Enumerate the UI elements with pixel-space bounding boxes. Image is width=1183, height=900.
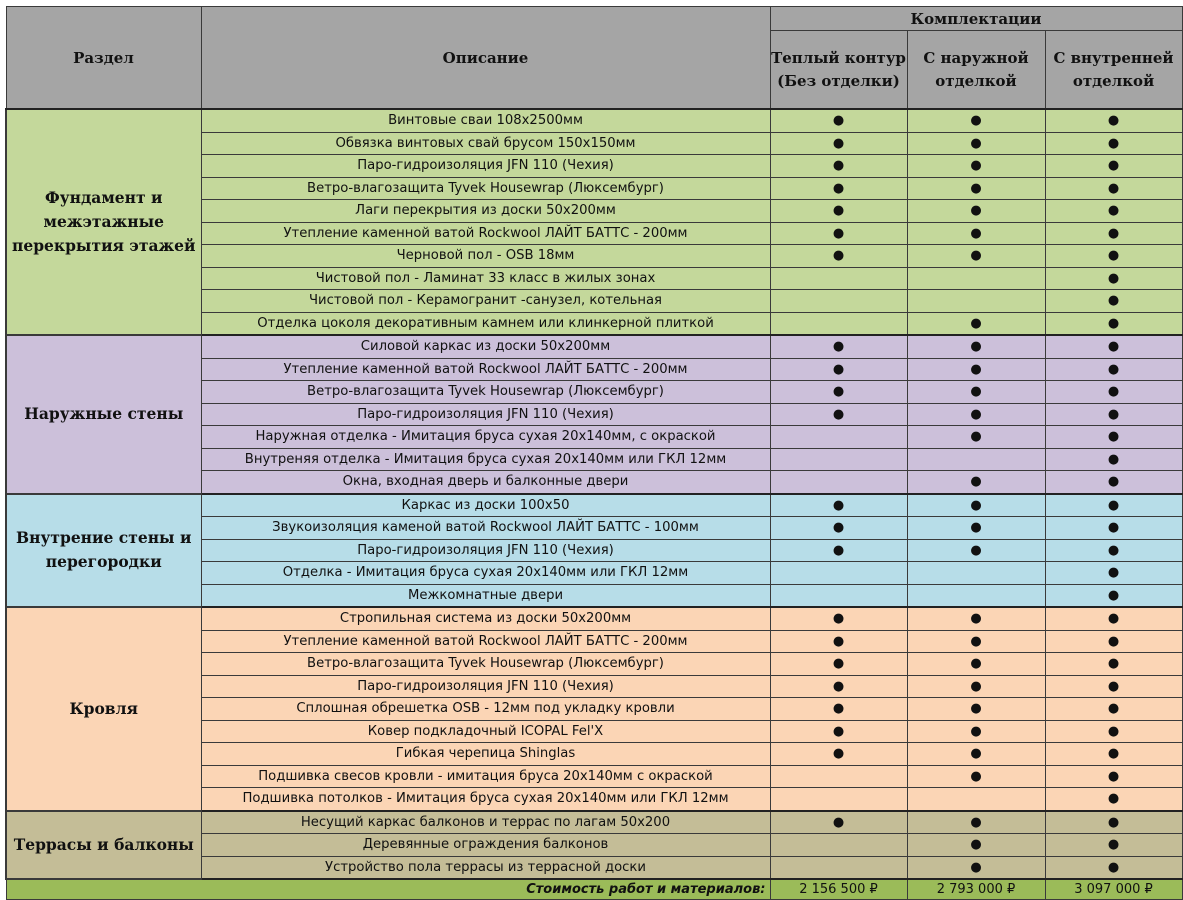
section-name: Внутрение стены и перегородки <box>6 494 201 608</box>
item-description: Утепление каменной ватой Rockwool ЛАЙТ БАТТС - 200мм <box>201 222 770 245</box>
included-mark-interior-finish: ● <box>1045 177 1182 200</box>
header-package-interior-finish: С внутренней отделкой <box>1045 31 1182 110</box>
included-mark-exterior-finish: ● <box>907 358 1045 381</box>
item-description: Силовой каркас из доски 50х200мм <box>201 335 770 358</box>
item-description: Обвязка винтовых свай брусом 150х150мм <box>201 132 770 155</box>
included-mark-exterior-finish: ● <box>907 335 1045 358</box>
section-name: Фундамент и межэтажные перекрытия этажей <box>6 109 201 335</box>
header-section: Раздел <box>6 7 201 110</box>
included-mark-interior-finish: ● <box>1045 834 1182 857</box>
included-mark-exterior-finish: ● <box>907 698 1045 721</box>
item-description: Отделка цоколя декоративным камнем или клинкерной плиткой <box>201 312 770 335</box>
item-description: Гибкая черепица Shinglas <box>201 743 770 766</box>
included-mark-warm-shell: ● <box>770 177 907 200</box>
included-mark-warm-shell: ● <box>770 743 907 766</box>
included-mark-interior-finish: ● <box>1045 132 1182 155</box>
item-description: Ветро-влагозащита Tyvek Housewrap (Люксембург) <box>201 381 770 404</box>
included-mark-warm-shell: ● <box>770 720 907 743</box>
included-mark-interior-finish: ● <box>1045 222 1182 245</box>
item-description: Сплошная обрешетка OSB - 12мм под укладку кровли <box>201 698 770 721</box>
included-mark-interior-finish: ● <box>1045 494 1182 517</box>
included-mark-exterior-finish: ● <box>907 675 1045 698</box>
included-mark-interior-finish: ● <box>1045 811 1182 834</box>
table-row <box>6 494 1182 517</box>
header-package-warm-shell: Теплый контур (Без отделки) <box>770 31 907 110</box>
included-mark-warm-shell <box>770 765 907 788</box>
included-mark-exterior-finish: ● <box>907 177 1045 200</box>
table-row <box>6 109 1182 132</box>
item-description: Подшивка потолков - Имитация бруса сухая 20х140мм или ГКЛ 12мм <box>201 788 770 811</box>
included-mark-warm-shell: ● <box>770 494 907 517</box>
included-mark-interior-finish: ● <box>1045 584 1182 607</box>
included-mark-warm-shell: ● <box>770 245 907 268</box>
included-mark-exterior-finish: ● <box>907 539 1045 562</box>
included-mark-exterior-finish: ● <box>907 720 1045 743</box>
included-mark-interior-finish: ● <box>1045 788 1182 811</box>
included-mark-warm-shell: ● <box>770 698 907 721</box>
included-mark-exterior-finish: ● <box>907 312 1045 335</box>
item-description: Утепление каменной ватой Rockwool ЛАЙТ БАТТС - 200мм <box>201 630 770 653</box>
included-mark-exterior-finish: ● <box>907 834 1045 857</box>
included-mark-interior-finish: ● <box>1045 358 1182 381</box>
included-mark-exterior-finish: ● <box>907 200 1045 223</box>
included-mark-interior-finish: ● <box>1045 335 1182 358</box>
included-mark-exterior-finish: ● <box>907 471 1045 494</box>
item-description: Устройство пола террасы из террасной доски <box>201 856 770 879</box>
included-mark-exterior-finish <box>907 448 1045 471</box>
item-description: Несущий каркас балконов и террас по лагам 50х200 <box>201 811 770 834</box>
included-mark-interior-finish: ● <box>1045 856 1182 879</box>
item-description: Звукоизоляция каменой ватой Rockwool ЛАЙТ БАТТС - 100мм <box>201 517 770 540</box>
included-mark-warm-shell: ● <box>770 381 907 404</box>
included-mark-warm-shell: ● <box>770 517 907 540</box>
included-mark-exterior-finish <box>907 290 1045 313</box>
item-description: Паро-гидроизоляция JFN 110 (Чехия) <box>201 539 770 562</box>
total-price-interior-finish: 3 097 000 ₽ <box>1045 879 1182 900</box>
included-mark-interior-finish: ● <box>1045 653 1182 676</box>
header-description: Описание <box>201 7 770 110</box>
included-mark-exterior-finish <box>907 267 1045 290</box>
included-mark-interior-finish: ● <box>1045 539 1182 562</box>
included-mark-interior-finish: ● <box>1045 675 1182 698</box>
included-mark-interior-finish: ● <box>1045 471 1182 494</box>
included-mark-warm-shell: ● <box>770 222 907 245</box>
included-mark-warm-shell <box>770 471 907 494</box>
total-label: Стоимость работ и материалов: <box>6 879 770 900</box>
table-row <box>6 811 1182 834</box>
included-mark-interior-finish: ● <box>1045 426 1182 449</box>
item-description: Винтовые сваи 108х2500мм <box>201 109 770 132</box>
included-mark-warm-shell: ● <box>770 200 907 223</box>
included-mark-exterior-finish <box>907 788 1045 811</box>
included-mark-warm-shell: ● <box>770 607 907 630</box>
included-mark-warm-shell: ● <box>770 811 907 834</box>
included-mark-exterior-finish: ● <box>907 743 1045 766</box>
included-mark-interior-finish: ● <box>1045 403 1182 426</box>
included-mark-interior-finish: ● <box>1045 245 1182 268</box>
included-mark-interior-finish: ● <box>1045 109 1182 132</box>
item-description: Межкомнатные двери <box>201 584 770 607</box>
included-mark-warm-shell: ● <box>770 630 907 653</box>
item-description: Черновой пол - OSB 18мм <box>201 245 770 268</box>
item-description: Деревянные ограждения балконов <box>201 834 770 857</box>
included-mark-interior-finish: ● <box>1045 743 1182 766</box>
included-mark-warm-shell <box>770 267 907 290</box>
comparison-table-container <box>5 6 1181 898</box>
included-mark-interior-finish: ● <box>1045 630 1182 653</box>
included-mark-interior-finish: ● <box>1045 562 1182 585</box>
included-mark-warm-shell <box>770 426 907 449</box>
section-name: Террасы и балконы <box>6 811 201 880</box>
included-mark-exterior-finish: ● <box>907 426 1045 449</box>
included-mark-exterior-finish: ● <box>907 653 1045 676</box>
item-description: Окна, входная дверь и балконные двери <box>201 471 770 494</box>
included-mark-warm-shell <box>770 834 907 857</box>
total-price-exterior-finish: 2 793 000 ₽ <box>907 879 1045 900</box>
included-mark-warm-shell <box>770 788 907 811</box>
included-mark-interior-finish: ● <box>1045 200 1182 223</box>
included-mark-exterior-finish: ● <box>907 155 1045 178</box>
included-mark-warm-shell <box>770 562 907 585</box>
included-mark-exterior-finish: ● <box>907 607 1045 630</box>
item-description: Паро-гидроизоляция JFN 110 (Чехия) <box>201 675 770 698</box>
included-mark-exterior-finish: ● <box>907 132 1045 155</box>
item-description: Отделка - Имитация бруса сухая 20х140мм или ГКЛ 12мм <box>201 562 770 585</box>
total-price-warm-shell: 2 156 500 ₽ <box>770 879 907 900</box>
included-mark-interior-finish: ● <box>1045 765 1182 788</box>
included-mark-interior-finish: ● <box>1045 155 1182 178</box>
included-mark-exterior-finish: ● <box>907 765 1045 788</box>
included-mark-warm-shell <box>770 584 907 607</box>
item-description: Паро-гидроизоляция JFN 110 (Чехия) <box>201 403 770 426</box>
included-mark-interior-finish: ● <box>1045 381 1182 404</box>
included-mark-exterior-finish: ● <box>907 494 1045 517</box>
header-package-exterior-finish: С наружной отделкой <box>907 31 1045 110</box>
included-mark-interior-finish: ● <box>1045 290 1182 313</box>
item-description: Наружная отделка - Имитация бруса сухая 20х140мм, с окраской <box>201 426 770 449</box>
item-description: Ветро-влагозащита Tyvek Housewrap (Люксембург) <box>201 177 770 200</box>
total-row <box>6 879 1182 900</box>
included-mark-warm-shell <box>770 312 907 335</box>
item-description: Утепление каменной ватой Rockwool ЛАЙТ БАТТС - 200мм <box>201 358 770 381</box>
included-mark-warm-shell: ● <box>770 675 907 698</box>
included-mark-interior-finish: ● <box>1045 698 1182 721</box>
item-description: Подшивка свесов кровли - имитация бруса 20х140мм с окраской <box>201 765 770 788</box>
included-mark-warm-shell <box>770 290 907 313</box>
item-description: Паро-гидроизоляция JFN 110 (Чехия) <box>201 155 770 178</box>
included-mark-warm-shell: ● <box>770 539 907 562</box>
included-mark-interior-finish: ● <box>1045 312 1182 335</box>
included-mark-warm-shell <box>770 448 907 471</box>
included-mark-warm-shell <box>770 856 907 879</box>
included-mark-warm-shell: ● <box>770 653 907 676</box>
included-mark-interior-finish: ● <box>1045 517 1182 540</box>
table-row <box>6 335 1182 358</box>
included-mark-interior-finish: ● <box>1045 267 1182 290</box>
included-mark-interior-finish: ● <box>1045 448 1182 471</box>
item-description: Ветро-влагозащита Tyvek Housewrap (Люксембург) <box>201 653 770 676</box>
included-mark-exterior-finish: ● <box>907 109 1045 132</box>
included-mark-exterior-finish: ● <box>907 517 1045 540</box>
included-mark-warm-shell: ● <box>770 358 907 381</box>
included-mark-warm-shell: ● <box>770 335 907 358</box>
header-packages-group: Комплектации <box>770 7 1182 31</box>
included-mark-interior-finish: ● <box>1045 720 1182 743</box>
included-mark-exterior-finish: ● <box>907 245 1045 268</box>
item-description: Каркас из доски 100х50 <box>201 494 770 517</box>
included-mark-exterior-finish <box>907 562 1045 585</box>
included-mark-exterior-finish: ● <box>907 403 1045 426</box>
item-description: Лаги перекрытия из доски 50х200мм <box>201 200 770 223</box>
included-mark-warm-shell: ● <box>770 132 907 155</box>
included-mark-warm-shell: ● <box>770 155 907 178</box>
included-mark-exterior-finish <box>907 584 1045 607</box>
included-mark-warm-shell: ● <box>770 403 907 426</box>
section-name: Наружные стены <box>6 335 201 494</box>
included-mark-exterior-finish: ● <box>907 630 1045 653</box>
item-description: Чистовой пол - Керамогранит -санузел, котельная <box>201 290 770 313</box>
item-description: Чистовой пол - Ламинат 33 класс в жилых зонах <box>201 267 770 290</box>
included-mark-exterior-finish: ● <box>907 811 1045 834</box>
package-comparison-table <box>5 6 1183 900</box>
included-mark-exterior-finish: ● <box>907 381 1045 404</box>
included-mark-exterior-finish: ● <box>907 856 1045 879</box>
item-description: Ковер подкладочный ICOPAL Fel'X <box>201 720 770 743</box>
section-name: Кровля <box>6 607 201 811</box>
item-description: Внутреняя отделка - Имитация бруса сухая 20х140мм или ГКЛ 12мм <box>201 448 770 471</box>
included-mark-interior-finish: ● <box>1045 607 1182 630</box>
included-mark-exterior-finish: ● <box>907 222 1045 245</box>
included-mark-warm-shell: ● <box>770 109 907 132</box>
item-description: Стропильная система из доски 50х200мм <box>201 607 770 630</box>
table-row <box>6 607 1182 630</box>
